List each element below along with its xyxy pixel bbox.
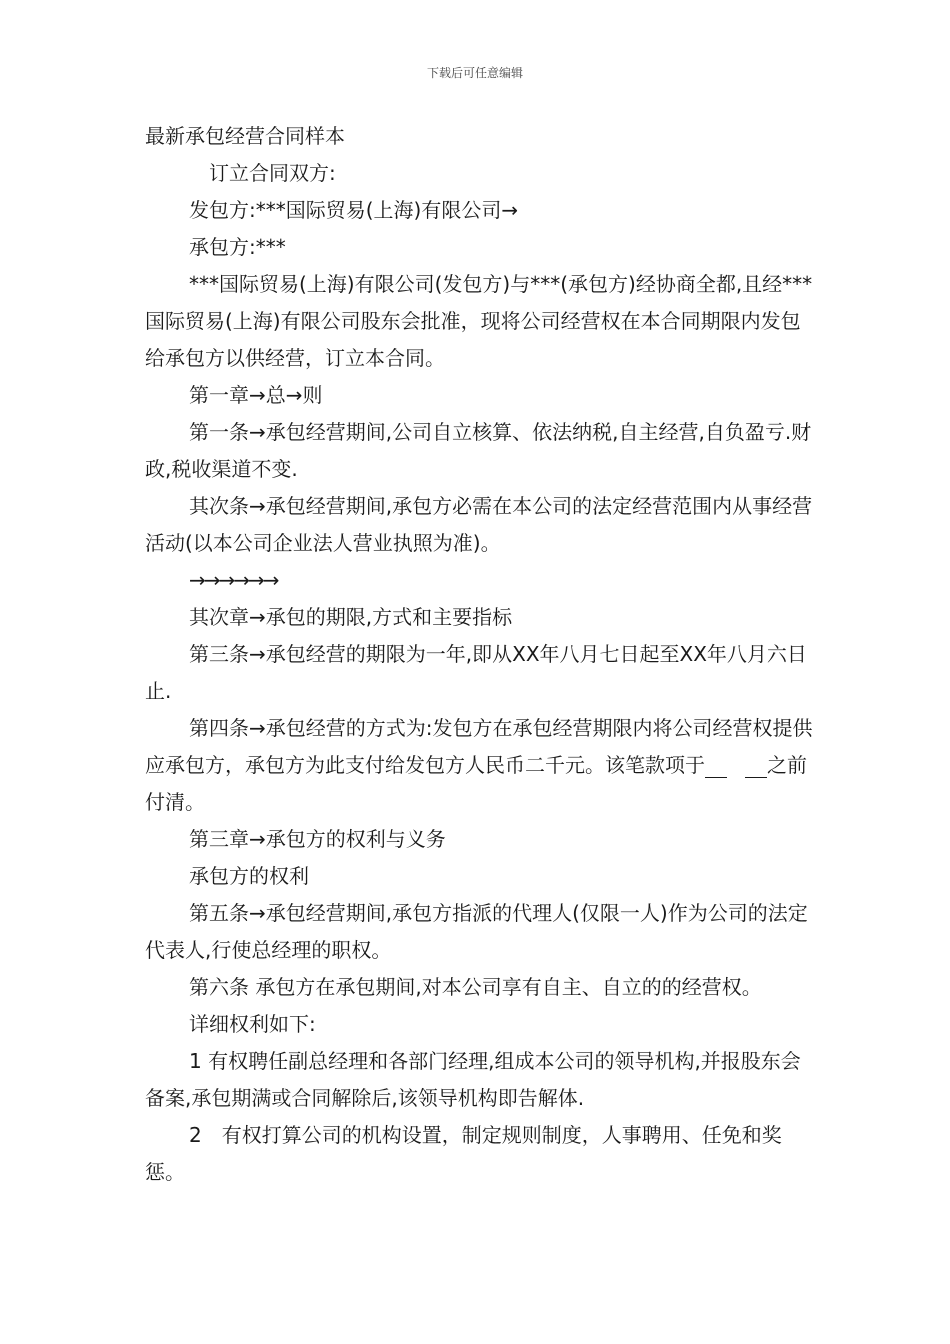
parties-line: 订立合同双方: xyxy=(209,161,336,185)
article-4-text: 第四条→承包经营的方式为:发包方在承包经营期限内将公司经营权提供应承包方，承包方为此支付给发包方人民币二千元。该笔款项于 xyxy=(145,716,813,777)
rights-heading: 承包方的权利 xyxy=(189,864,309,888)
right-item-1: 1 有权聘任副总经理和各部门经理,组成本公司的领导机构,并报股东会备案,承包期满或合同解除后,该领导机构即告解体. xyxy=(145,1049,801,1110)
article-2: 其次条→承包经营期间,承包方必需在本公司的法定经营范围内从事经营活动(以本公司企业法人营业执照为准)。 xyxy=(145,494,813,555)
article-3: 第三条→承包经营的期限为一年,即从XX年八月七日起至XX年八月六日止. xyxy=(145,642,807,703)
document-body xyxy=(145,118,813,1191)
chapter-3-heading: 第三章→承包方的权利与义务 xyxy=(189,827,446,851)
chapter-2-heading: 其次章→承包的期限,方式和主要指标 xyxy=(189,605,513,629)
article-1: 第一条→承包经营期间,公司自立核算、依法纳税,自主经营,自负盈亏.财政,税收渠道不变. xyxy=(145,420,812,481)
chapter-1-heading: 第一章→总→则 xyxy=(189,383,323,407)
details-line: 详细权利如下: xyxy=(189,1012,316,1036)
arrow-line: →→→→→→ xyxy=(189,568,278,592)
article-5: 第五条→承包经营期间,承包方指派的代理人(仅限一人)作为公司的法定代表人,行使总经理的职权。 xyxy=(145,901,808,962)
article-4-end: 之前付清。 xyxy=(145,753,807,814)
document-title: 最新承包经营合同样本 xyxy=(145,124,345,148)
intro-paragraph: ***国际贸易(上海)有限公司(发包方)与***(承包方)经协商全都,且经***国际贸易(上海)有限公司股东会批准，现将公司经营权在本合同期限内发包给承包方以供经营，订立本合同。 xyxy=(145,272,813,370)
article-6: 第六条 承包方在承包期间,对本公司享有自主、自立的的经营权。 xyxy=(189,975,762,999)
issuer-line: 发包方:***国际贸易(上海)有限公司→ xyxy=(189,198,519,222)
right-item-2: 2 有权打算公司的机构设置，制定规则制度，人事聘用、任免和奖惩。 xyxy=(145,1123,782,1184)
article-4 xyxy=(145,710,813,821)
page-header: 下载后可任意编辑 xyxy=(426,66,523,80)
contractor-line: 承包方:*** xyxy=(189,235,286,259)
payment-date-blank xyxy=(705,747,767,784)
